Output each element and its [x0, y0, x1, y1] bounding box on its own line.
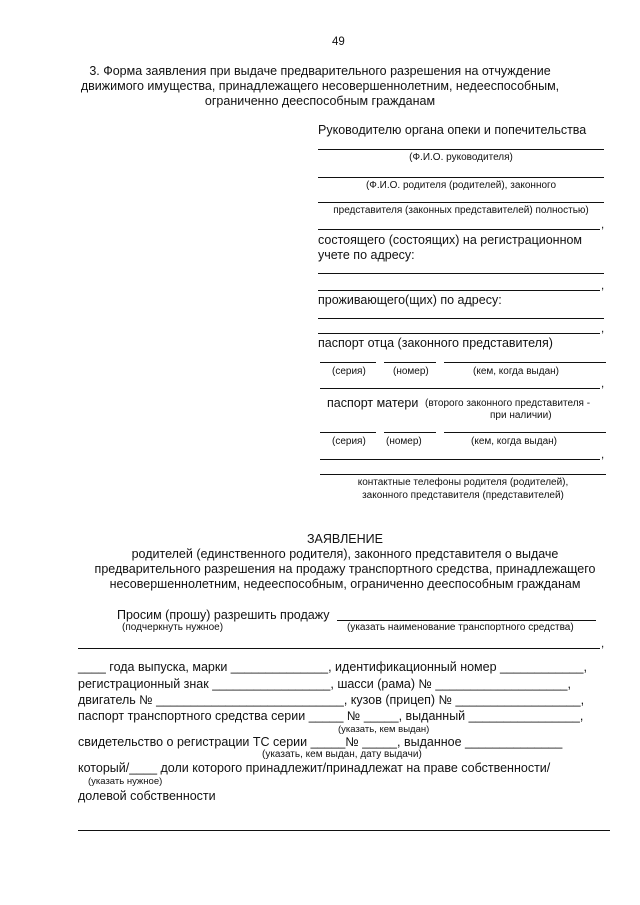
statement-sub-2: предварительного разрешения на продажу транспортного средства, принадлежащего	[94, 562, 596, 576]
father-passport-line-2[interactable]	[320, 388, 600, 389]
mother-number-line[interactable]	[384, 432, 436, 433]
comma: ,	[601, 323, 605, 335]
comma: ,	[601, 449, 605, 461]
vehicle-name-line-2[interactable]	[78, 648, 600, 649]
mother-series-line[interactable]	[320, 432, 376, 433]
phones-line[interactable]	[320, 474, 606, 475]
father-series-hint: (серия)	[332, 366, 366, 377]
father-number-hint: (номер)	[393, 366, 429, 377]
living-label: проживающего(щих) по адресу:	[318, 293, 502, 307]
living-address-line-2[interactable]	[318, 333, 600, 334]
statement-sub-3: несовершеннолетним, недееспособным, ограниченно дееспособным гражданам	[109, 577, 581, 591]
registered-address-line-2[interactable]	[318, 290, 600, 291]
parent-fio-line[interactable]	[318, 177, 604, 178]
pts-hint: (указать, кем выдан)	[338, 724, 430, 735]
page-number: 49	[332, 36, 345, 48]
heading-line-3: ограниченно дееспособным гражданам	[204, 94, 436, 108]
statement-sub-1: родителей (единственного родителя), законного представителя о выдаче	[131, 547, 559, 561]
father-series-line[interactable]	[320, 362, 376, 363]
mother-passport-line-2[interactable]	[320, 459, 600, 460]
heading-line-2: движимого имущества, принадлежащего несовершеннолетним, недееспособным,	[80, 79, 560, 93]
father-number-line[interactable]	[384, 362, 436, 363]
comma: ,	[601, 638, 605, 650]
father-issued-hint: (кем, когда выдан)	[473, 366, 559, 377]
final-line[interactable]	[78, 830, 610, 831]
parent-fio-hint: (Ф.И.О. родителя (родителей), законного	[365, 180, 557, 191]
vehicle-name-line[interactable]	[337, 620, 596, 621]
request-label: Просим (прошу) разрешить продажу	[117, 608, 330, 622]
phones-hint-1: контактные телефоны родителя (родителей),	[357, 477, 569, 488]
head-fio-line[interactable]	[318, 149, 604, 150]
certificate-line: свидетельство о регистрации ТС серии _____№ _____, выданное ______________	[78, 735, 563, 749]
registered-label-2: учете по адресу:	[318, 248, 415, 262]
statement-title: ЗАЯВЛЕНИЕ	[306, 532, 383, 546]
parent-fio-line-3[interactable]	[318, 229, 600, 230]
underline-hint: (подчеркнуть нужное)	[122, 622, 224, 633]
mother-note-1: (второго законного представителя -	[425, 398, 591, 409]
living-address-line[interactable]	[318, 318, 604, 319]
pts-line: паспорт транспортного средства серии _____ № _____, выданный ________________,	[78, 709, 584, 723]
passport-mother-label: паспорт матери	[327, 396, 419, 410]
heading-line-1: 3. Форма заявления при выдаче предварительного разрешения на отчуждение	[89, 64, 551, 78]
mother-series-hint: (серия)	[332, 436, 366, 447]
head-fio-hint: (Ф.И.О. руководителя)	[409, 152, 513, 163]
engine-body-line: двигатель № ___________________________, кузов (прицеп) № __________________,	[78, 693, 585, 707]
registered-label-1: состоящего (состоящих) на регистрационном	[318, 233, 583, 247]
share-line: который/____ доли которого принадлежит/принадлежат на праве собственности/	[78, 761, 551, 775]
phones-hint-2: законного представителя (представителей)	[362, 490, 564, 501]
mother-number-hint: (номер)	[386, 436, 422, 447]
registered-address-line[interactable]	[318, 273, 604, 274]
passport-father-label: паспорт отца (законного представителя)	[318, 336, 553, 350]
certificate-hint: (указать, кем выдан, дату выдачи)	[262, 749, 422, 760]
mother-issued-line[interactable]	[444, 432, 606, 433]
mother-note-2: при наличии)	[490, 410, 552, 421]
reg-chassis-line: регистрационный знак _________________, шасси (рама) № ___________________,	[78, 677, 571, 691]
addressee-to: Руководителю органа опеки и попечительства	[318, 123, 587, 137]
parent-fio-line-2[interactable]	[318, 202, 604, 203]
vehicle-name-hint: (указать наименование транспортного средства)	[347, 622, 574, 633]
comma: ,	[601, 280, 605, 292]
mother-issued-hint: (кем, когда выдан)	[471, 436, 557, 447]
year-brand-line: ____ года выпуска, марки ______________, идентификационный номер ____________,	[78, 660, 587, 674]
comma: ,	[601, 378, 605, 390]
parent-fio-hint-2: представителя (законных представителей) полностью)	[333, 205, 589, 216]
share-end: долевой собственности	[78, 789, 216, 803]
father-issued-line[interactable]	[444, 362, 606, 363]
comma: ,	[601, 219, 605, 231]
share-hint: (указать нужное)	[88, 776, 163, 787]
